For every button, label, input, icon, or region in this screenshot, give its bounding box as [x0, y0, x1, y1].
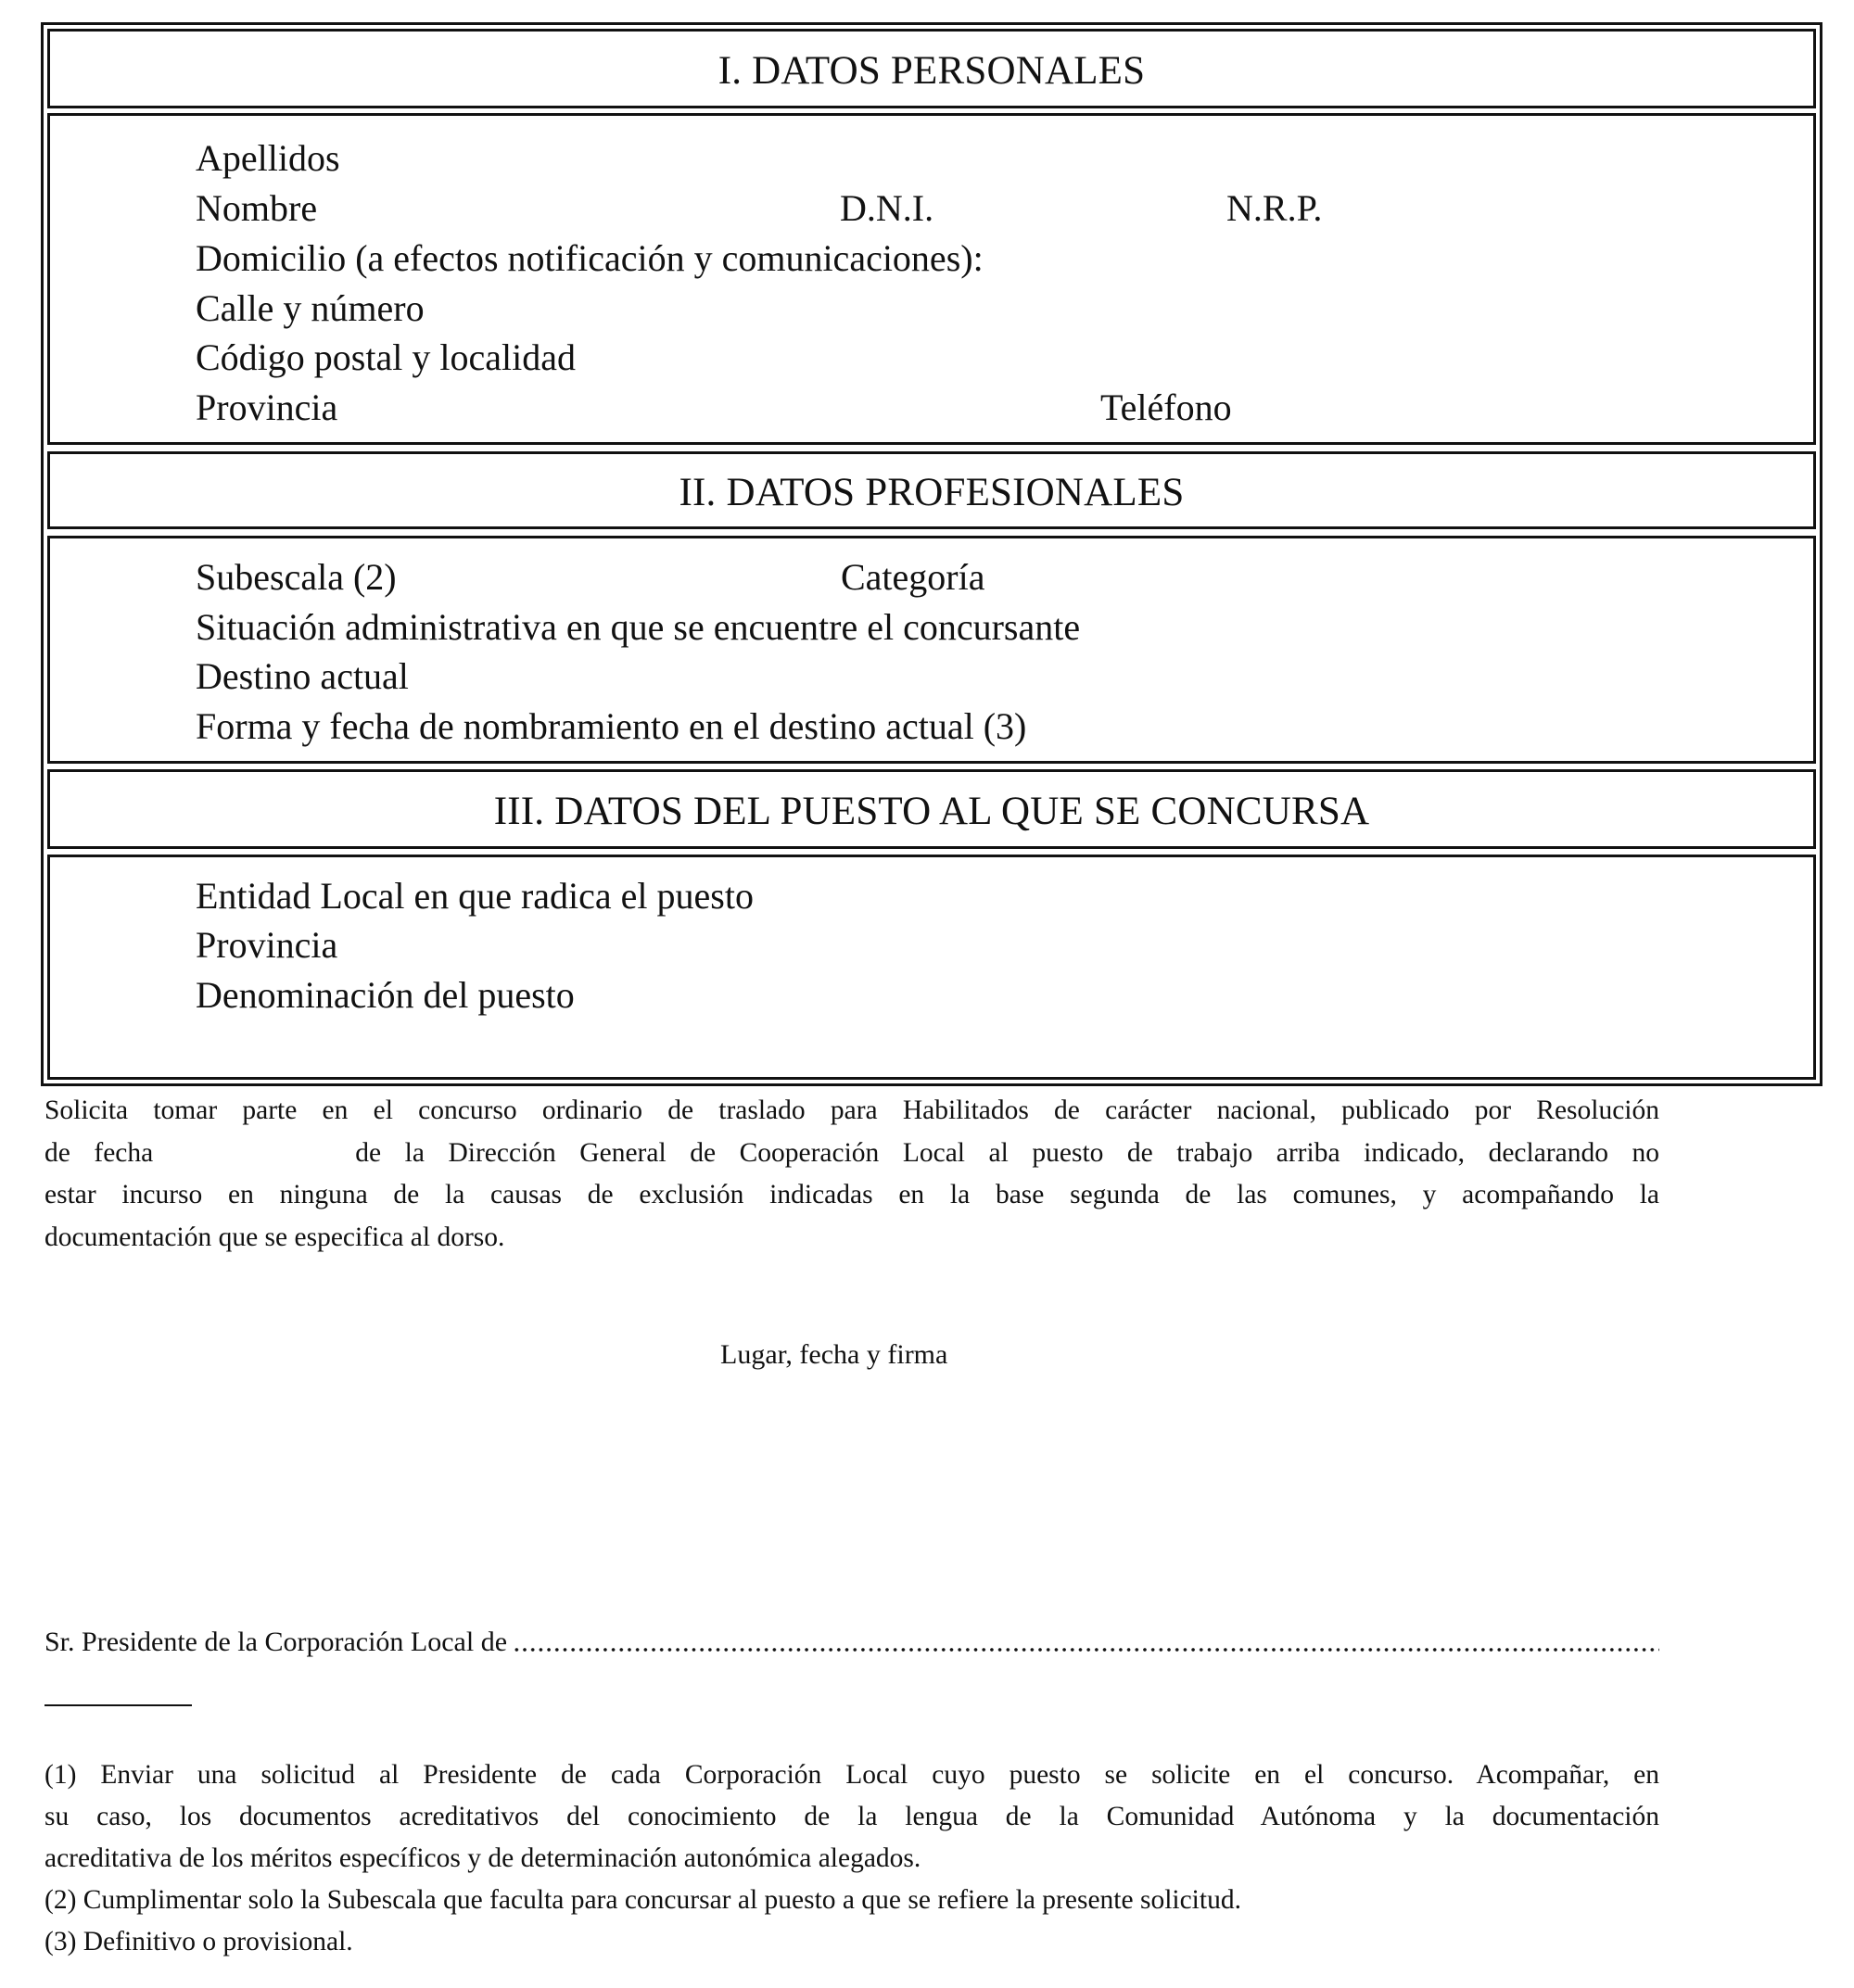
footnote-line: (2) Cumplimentar solo la Subescala que faculta para concursar al puesto a que se refiere la presente solicitud. [44, 1885, 1241, 1915]
label-subescala: Subescala (2) [196, 556, 397, 598]
label-categoria: Categoría [841, 556, 985, 598]
label-telefono: Teléfono [1100, 386, 1232, 428]
dotted-leader [513, 1645, 1659, 1654]
paragraph-line: Solicita tomar parte en el concurso ordinario de traslado para Habilitados de carácter nacional, publicado por Resolución [44, 1095, 1659, 1125]
label-forma-fecha-nombramiento: Forma y fecha de nombramiento en el destino actual (3) [196, 705, 1027, 747]
section-title: III. DATOS DEL PUESTO AL QUE SE CONCURSA [493, 789, 1370, 833]
request-paragraph [44, 1090, 1659, 1259]
label-apellidos: Apellidos [196, 137, 340, 179]
paragraph-line: estar incurso en ninguna de la causas de exclusión indicadas en la base segunda de las comunes, y acompañando la [44, 1180, 1659, 1209]
footnote-line: su caso, los documentos acreditativos del conocimiento de la lengua de la Comunidad Autónoma y la documentación [44, 1802, 1659, 1831]
label-domicilio: Domicilio (a efectos notificación y comunicaciones): [196, 237, 984, 279]
label-entidad-local: Entidad Local en que radica el puesto [196, 875, 754, 917]
footnote-separator [44, 1704, 192, 1706]
paragraph-fragment: de fecha [44, 1137, 154, 1168]
footnote-line: acreditativa de los méritos específicos y de determinación autonómica alegados. [44, 1843, 921, 1873]
section-header-position-data [47, 769, 1816, 849]
label-situacion-administrativa: Situación administrativa en que se encuentre el concursante [196, 606, 1081, 648]
section-title: II. DATOS PROFESIONALES [679, 470, 1185, 514]
label-nombre: Nombre [196, 187, 318, 229]
label-provincia-puesto: Provincia [196, 924, 338, 966]
paragraph-line [44, 1133, 1659, 1175]
footnote-line: (1) Enviar una solicitud al Presidente de cada Corporación Local cuyo puesto se solicite en el concurso. Acompañar, en [44, 1760, 1659, 1790]
footnotes [44, 1754, 1659, 1963]
label-calle-numero: Calle y número [196, 287, 425, 329]
footnote-line: (3) Definitivo o provisional. [44, 1927, 353, 1956]
label-dni: D.N.I. [840, 187, 934, 229]
addressee-label: Sr. Presidente de la Corporación Local de [44, 1627, 508, 1657]
label-codigo-postal: Código postal y localidad [196, 336, 576, 378]
section-header-professional-data [47, 451, 1816, 529]
section-header-personal-data [47, 29, 1816, 108]
signature-label: Lugar, fecha y firma [720, 1339, 948, 1370]
label-nrp: N.R.P. [1226, 187, 1323, 229]
section-title: I. DATOS PERSONALES [717, 48, 1146, 93]
label-provincia: Provincia [196, 386, 338, 428]
label-destino-actual: Destino actual [196, 655, 409, 697]
addressee-line [44, 1624, 1659, 1661]
paragraph-line: documentación que se especifica al dorso. [44, 1222, 505, 1252]
label-denominacion-puesto: Denominación del puesto [196, 974, 575, 1016]
paragraph-fragment: de la Dirección General de Cooperación Local al puesto de trabajo arriba indicado, declarando no [355, 1137, 1659, 1168]
